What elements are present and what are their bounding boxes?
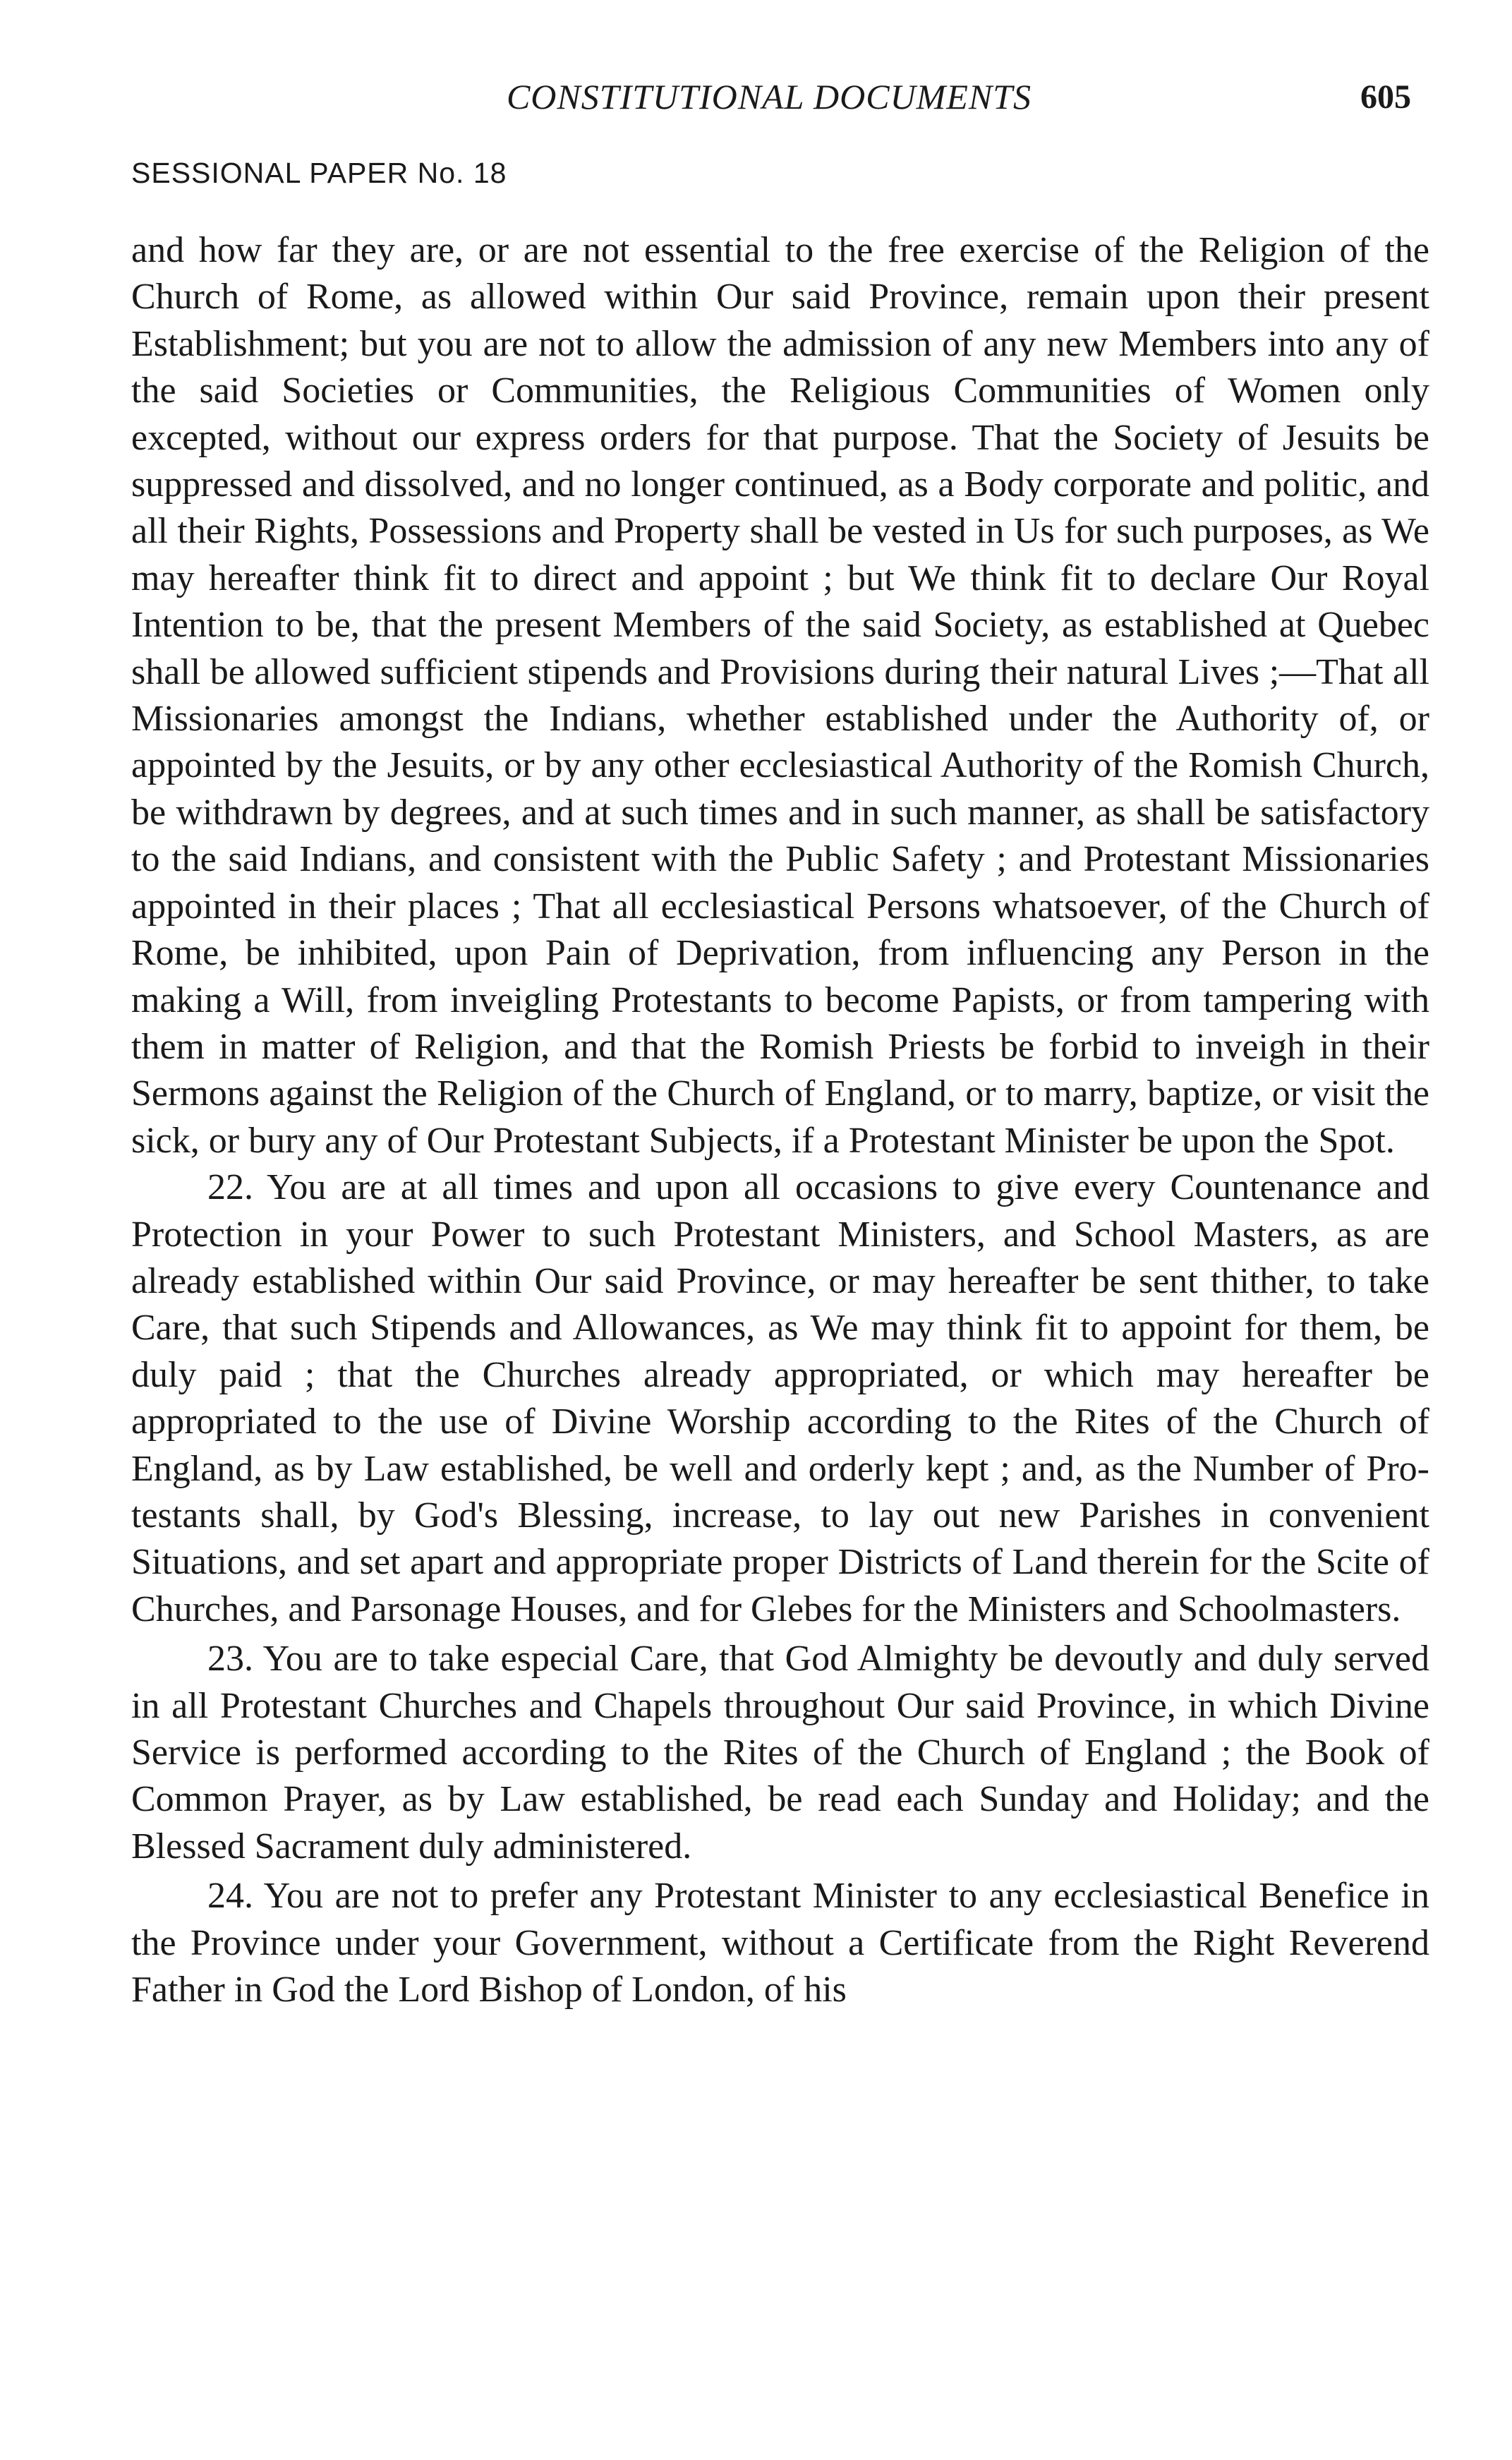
running-title: CONSTITUTIONAL DOCUMENTS [506,77,1032,116]
paragraph-24: 24. You are not to prefer any Protestant Minister to any ecclesiastical Benefice in the Province under your Government, without a Certificate from the Right Reverend Father in God the Lord Bishop of London, of his [131,1876,1429,2010]
paragraph-continuation: and how far they are, or are not essential to the free exercise of the Religion of the Church of Rome, as allowed within Our said Province, remain upon their present Establishment; but you are not to allow the admission of any new Members into any of the said Societies or Communities, the Religious Communities of Women only excepted, without our express orders for that purpose. That the Society of Jesuits be suppressed and dissolved, and no longer continued, as a Body corporate and politic, and all their Rights, Possessions and Property shall be vested in Us for such purposes, as We may hereafter think fit to direct and appoint ; but We think fit to declare Our Royal Intention to be, that the present Members of the said Society, as established at Quebec shall be allowed sufficient stipends and Provisions during their natural Lives ;—That all Missionaries amongst the Indians, whether established under the Authority of, or appointed by the Jesuits, or by any other ecclesiastical Authority of the Romish Church, be withdrawn by degrees, and at such times and in such manner, as shall be satisfactory to the said Indians, and consistent with the Public Safety ; and Protestant Missionaries appointed in their places ; That all ecclesiastical Persons whatsoever, of the Church of Rome, be inhibited, upon Pain of Deprivation, from influencing any Person in the making a Will, from inveigling Protestants to become Papists, or from tampering with them in matter of Religion, and that the Romish Priests be forbid to inveigh in their Sermons against the Religion of the Church of England, or to marry, baptize, or visit the sick, or bury any of Our Protestant Subjects, if a Protestant Minister be upon the Spot. [131,230,1429,1161]
sessional-paper-label: SESSIONAL PAPER No. 18 [131,157,507,189]
paragraph-22: 22. You are at all times and upon all occasions to give every Countenance and Protection in your Power to such Protestant Ministers, and School Masters, as are already established within Our said Province, or may hereafter be sent thither, to take Care, that such Stipends and Allowances, as We may think fit to appoint for them, be duly paid ; that the Churches already appropriated, or which may hereafter be appropriated to the use of Divine Worship according to the Rites of the Church of England, as by Law established, be well and orderly kept ; and, as the Number of Protestants shall, by God's Blessing, increase, to lay out new Parishes in convenient Situations, and set apart and appropriate proper Districts of Land therein for the Scite of Churches, and Parsonage Houses, and for Glebes for the Ministers and Schoolmasters. [131,1167,1429,1629]
body-text [131,227,1429,2013]
running-head [127,76,1411,133]
paragraph-23: 23. You are to take especial Care, that God Almighty be devoutly and duly served in all Protestant Churches and Chapels throughout Our said Province, in which Divine Service is performed according to the Rites of the Church of England ; the Book of Common Prayer, as by Law established, be read each Sunday and Holiday; and the Blessed Sacrament duly administered. [131,1639,1429,1867]
page-number: 605 [1360,78,1411,116]
